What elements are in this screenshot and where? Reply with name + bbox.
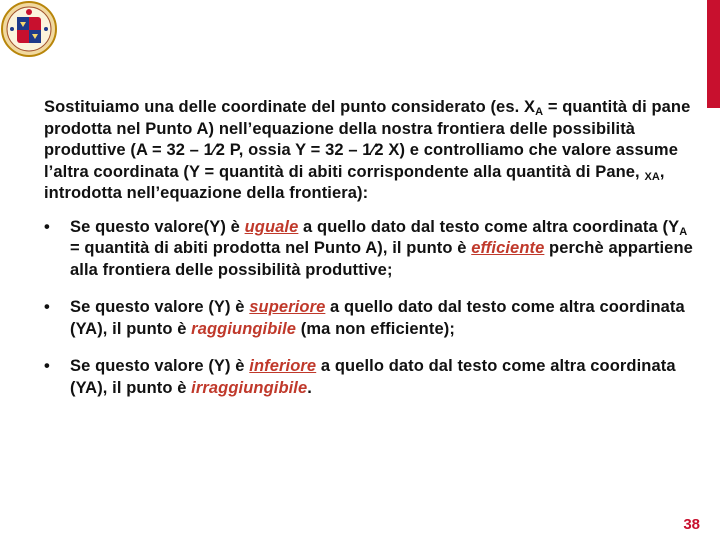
bullet-text: a quello dato dal testo come altra coordinata (Y — [298, 217, 680, 236]
highlight-term: efficiente — [471, 239, 545, 257]
bullet-text: perchè appartiene alla frontiera delle possibilità produttive; — [70, 239, 693, 279]
page-number: 38 — [683, 516, 700, 533]
bullet-text: Se questo valore (Y) è — [70, 357, 250, 375]
intro-subscript-1: A — [535, 106, 544, 118]
intro-text-1: Sostituiamo una delle coordinate del punto considerato (es. X — [44, 98, 536, 116]
bullet-list — [44, 217, 694, 400]
bullet-text: = quantità di abiti prodotta nel Punto A), il punto è — [70, 239, 472, 257]
bullet-subscript: A — [679, 225, 688, 238]
highlight-term: uguale — [244, 217, 299, 236]
slide-body — [44, 97, 694, 399]
bullet-text: a quello dato dal testo come altra coordinata (YA), il punto è — [70, 298, 685, 338]
bullet-text: . — [307, 378, 312, 397]
bullet-item-superiore — [44, 297, 694, 340]
bullet-dot: • — [44, 298, 50, 316]
bullet-dot: • — [44, 217, 50, 236]
highlight-term: irraggiungibile — [191, 378, 308, 397]
bullet-item-uguale — [44, 217, 694, 282]
intro-subscript-2: XA — [644, 170, 660, 183]
bullet-dot: • — [44, 357, 50, 375]
bullet-item-inferiore — [44, 356, 694, 399]
highlight-term: superiore — [249, 298, 326, 316]
highlight-term: raggiungibile — [191, 319, 297, 338]
bullet-text: Se questo valore(Y) è — [70, 217, 245, 236]
bullet-text: (ma non efficiente); — [296, 319, 455, 338]
intro-text-2: = quantità di pane prodotta nel Punto A) nell’equazione della nostra frontiera delle possibilità produttive (A = 32 – 1⁄2 P, ossia Y = 32 – 1⁄2 X) e controlliamo che valore assume l’altra coordinata (Y = quantità di abiti corrispondente alla quantità di Pane, — [44, 98, 691, 181]
highlight-term: inferiore — [249, 357, 317, 375]
accent-bar — [707, 0, 720, 108]
intro-paragraph — [44, 97, 694, 205]
bullet-text: Se questo valore (Y) è — [70, 298, 250, 316]
university-seal-logo — [0, 0, 58, 58]
bullet-text: a quello dato dal testo come altra coordinata (YA), il punto è — [70, 357, 676, 397]
intro-text-3: , introdotta nell’equazione della frontiera): — [44, 162, 665, 202]
